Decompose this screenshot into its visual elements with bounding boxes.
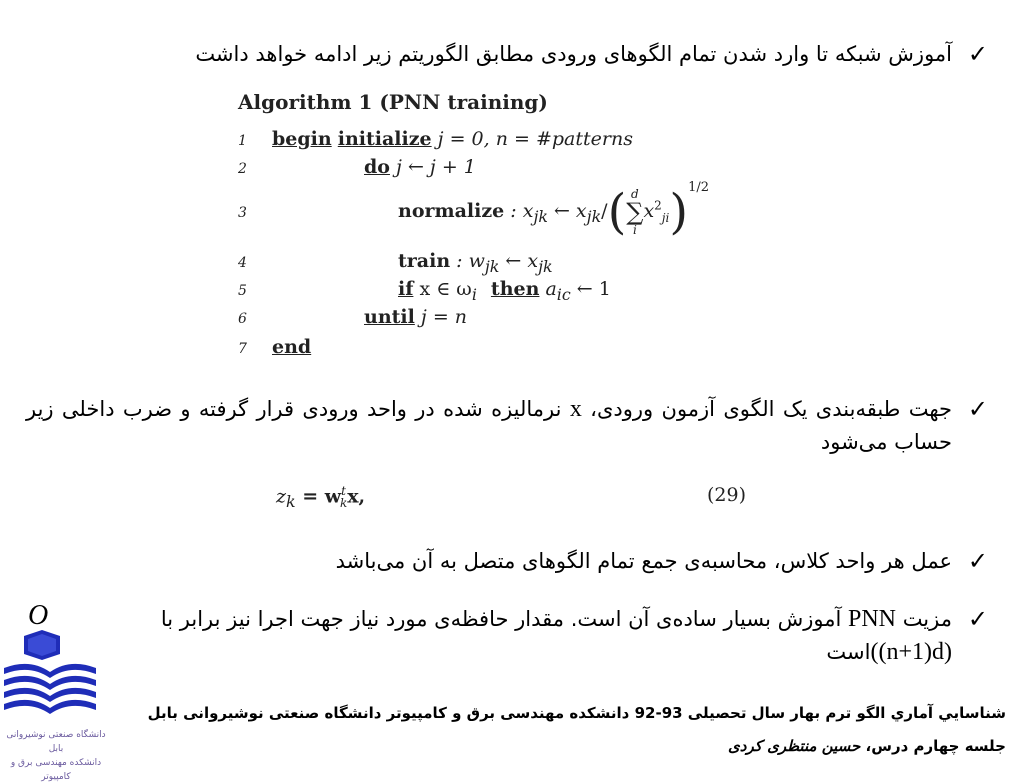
footer-session-info: جلسه چهارم درس، حسین منتظری کردی bbox=[728, 737, 1006, 755]
big-o-symbol: O bbox=[28, 600, 49, 631]
checkmark-icon: ✓ bbox=[967, 605, 988, 633]
algorithm-title: Algorithm 1 (PNN training) bbox=[238, 90, 548, 114]
logo-emblem-icon bbox=[0, 628, 112, 728]
algorithm-line-7: 7 end bbox=[238, 336, 312, 358]
equation-29: $z_k = w^t_kx$, (29) bbox=[276, 484, 746, 512]
algorithm-line-5: 5 if x ∈ $\omega_i$ then $a_{ic}$ ← 1 bbox=[238, 278, 611, 304]
bullet-pnn-advantage: ✓ مزیت PNN آموزش بسیار ساده‌ی آن است. مقدار حافظه‌ی مورد نیاز جهت اجرا نیز برابر با ((n+1)d)است bbox=[160, 605, 988, 665]
algorithm-line-6: 6 until j = n bbox=[238, 306, 468, 328]
algorithm-line-3: 3 normalize : $x_{jk}$ ← $x_{jk}/$( d ∑ i $x^2_{ji})^{1/2}$ bbox=[238, 180, 710, 240]
bullet-classification: ✓ جهت طبقه‌بندی یک الگوی آزمون ورودی، x نرمالیزه شده در واحد ورودی قرار گرفته و ضرب داخلی زیر حساب می‌شود bbox=[26, 395, 988, 454]
bullet-text: آموزش شبکه تا وارد شدن تمام الگوهای ورودی مطابق الگوریتم زیر ادامه خواهد داشت bbox=[195, 42, 952, 66]
bullet-training-loop bbox=[52, 38, 988, 71]
checkmark-icon: ✓ bbox=[967, 40, 988, 68]
checkmark-icon: ✓ bbox=[967, 395, 988, 423]
algorithm-line-2: 2 do j ← j + 1 bbox=[238, 156, 476, 178]
algorithm-block bbox=[238, 90, 838, 368]
footer-course-info: شناسايي آماري الگو ترم بهار سال تحصیلی 93-92 دانشکده مهندسی برق و کامپیوتر دانشگاه صنعتی نوشیروانی بابل bbox=[147, 704, 1006, 722]
algorithm-line-4: 4 train : $w_{jk}$ ← $x_{jk}$ bbox=[238, 250, 553, 276]
algorithm-line-1: 1 begin initialize j = 0, n = #patterns bbox=[238, 128, 633, 150]
bullet-class-unit: ✓ عمل هر واحد کلاس، محاسبه‌ی جمع تمام الگوهای متصل به آن می‌باشد bbox=[52, 545, 952, 578]
algorithm-lines bbox=[238, 128, 838, 368]
sum-symbol: d ∑ i bbox=[626, 187, 644, 237]
equation-number: (29) bbox=[706, 484, 746, 506]
checkmark-icon: ✓ bbox=[967, 547, 988, 575]
university-logo bbox=[0, 628, 112, 782]
logo-caption: دانشگاه صنعتی نوشیروانی بابل دانشکده مهندسی برق و کامپیوتر bbox=[6, 730, 106, 782]
